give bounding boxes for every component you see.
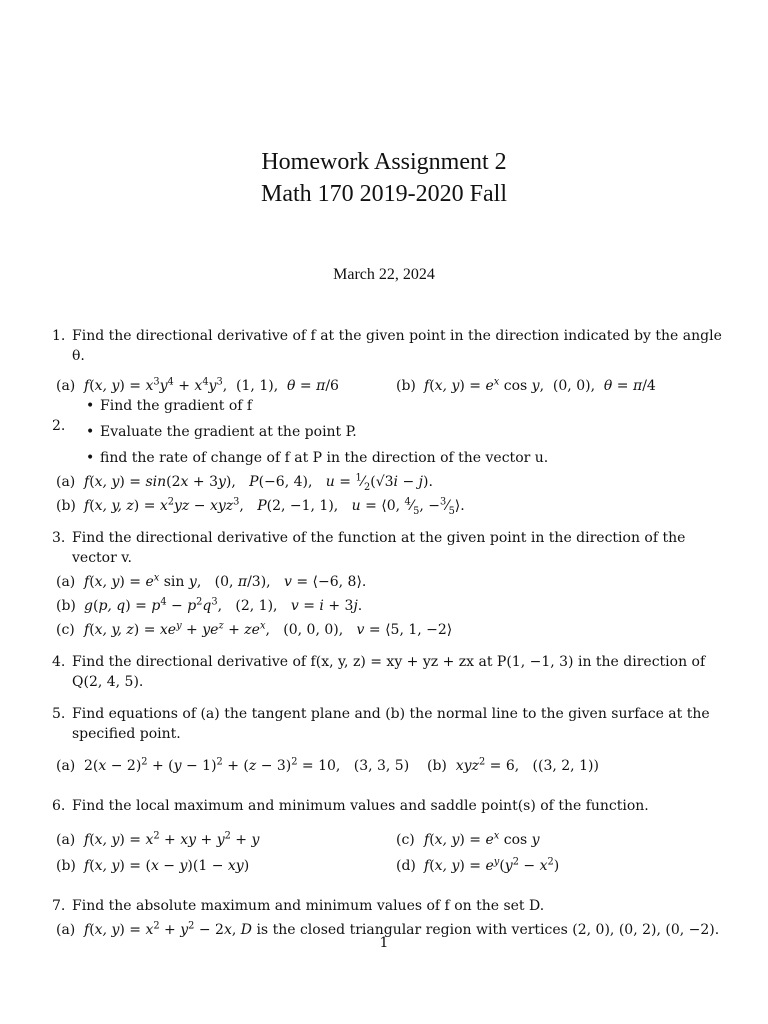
bullet-text: find the rate of change of f at P in the direction of the vector u.	[100, 450, 549, 466]
part-label: (b)	[56, 498, 76, 514]
part-label: (a)	[56, 832, 76, 848]
problem-6-row-2	[52, 856, 732, 876]
title-line-2: Math 170 2019-2020 Fall	[261, 181, 507, 207]
problem-number: 3.	[52, 530, 66, 546]
problem-1	[52, 326, 732, 366]
problem-text: Find the local maximum and minimum values and saddle point(s) of the function.	[72, 798, 649, 814]
part-label: (b)	[56, 858, 76, 874]
bullet-icon: •	[86, 424, 95, 440]
problem-list	[52, 320, 732, 940]
problem-2a: (a) f(x, y) = sin(2x + 3y), P(−6, 4), $u = ^1⁄_2(√3i - j)$.	[56, 472, 433, 493]
problem-5	[52, 704, 732, 744]
problem-3b: (b) g(p, $q) = p^4 - p^2q^3$, (2, 1), v = i + 3j.	[56, 596, 363, 614]
part-label: (a)	[56, 574, 76, 590]
problem-3a: (a) f(x, $y) = e^x$ sin y, (0, π/3), v = ⟨−6, 8⟩.	[56, 572, 367, 590]
problem-text: Find the directional derivative of f at the given point in the direction indicated by the angle θ.	[72, 328, 722, 364]
part-label: (a)	[56, 758, 76, 774]
problem-text: Find the directional derivative of f(x, y, z) = xy + yz + zx at P(1, −1, 3) in the direction of Q(2, 4, 5).	[72, 654, 706, 690]
problem-text: Find equations of (a) the tangent plane and (b) the normal line to the given surface at the specified point.	[72, 706, 710, 742]
problem-number: 6.	[52, 798, 66, 814]
bullet-text: Find the gradient of f	[100, 398, 253, 414]
date: March 22, 2024	[333, 266, 435, 283]
problem-text: Find the directional derivative of the function at the given point in the direction of the vector v.	[72, 530, 686, 566]
part-label: (c)	[56, 622, 75, 638]
problem-3	[52, 528, 732, 568]
part-label: (b)	[56, 598, 76, 614]
part-label: (b)	[396, 378, 416, 394]
problem-6a: (a) f(x, $y) = x^2$ + xy + $y^2 + y$	[56, 830, 260, 848]
problem-number: 5.	[52, 706, 66, 722]
problem-4	[52, 652, 732, 692]
problem-3c: (c) f(x, y, $z) = xe^y + ye^z + ze^x$, (0, 0, 0), v = ⟨5, 1, −2⟩	[56, 620, 453, 638]
bullet-icon: •	[86, 450, 95, 466]
title-block	[0, 146, 768, 210]
problem-6d: (d) f(x, $y) = e^y(y^2 - x^2)$	[396, 856, 560, 874]
problem-2-bullet-3	[52, 448, 732, 468]
problem-7a: (a) f(x, $y) = x^2 + y^2 - 2x$, D is the closed triangular region with vertices (2, 0), (0, 2), (0, −2).	[56, 920, 720, 938]
title-line-1: Homework Assignment 2	[261, 149, 507, 175]
problem-1-parts	[52, 376, 732, 396]
part-label: (c)	[396, 832, 415, 848]
problem-6	[52, 796, 732, 816]
problem-1b: (b) f(x, $y) = e^x$ cos y, (0, 0), θ = π/4	[396, 376, 656, 394]
problem-6-row-1	[52, 830, 732, 850]
problem-5-parts: (a) $2(x - 2)^2 + (y - 1)^2 + (z - 3)^2 = 10$, (3, 3, 5) (b) xyz$^2$ = 6, ((3, 2, 1))	[56, 756, 599, 774]
math-expression: f	[84, 378, 90, 394]
part-label: (a)	[56, 474, 76, 490]
problem-text: Find the absolute maximum and minimum values of f on the set D.	[72, 898, 545, 914]
bullet-text: Evaluate the gradient at the point P.	[100, 424, 357, 440]
bullet-icon: •	[86, 398, 95, 414]
problem-2b: (b) f(x, y, $z) = x^2yz - xyz^3$, P(2, −1, 1), u = ⟨0, $^4⁄_5$, $-^3⁄_5⟩$.	[56, 496, 465, 517]
problem-number: 2.	[52, 418, 66, 434]
problem-6c: (c) f(x, $y) = e^x$ cos y	[396, 830, 540, 848]
problem-1a: (a) f(x, $y) = x^3y^4 + x^4y^3$, (1, 1), θ = π/6	[56, 376, 339, 394]
problem-6b: (b) f(x, y) = (x − y)(1 − xy)	[56, 858, 250, 874]
part-label: (d)	[396, 858, 416, 874]
problem-number: 4.	[52, 654, 66, 670]
problem-number: 1.	[52, 328, 66, 344]
part-label: (a)	[56, 922, 76, 938]
problem-2-bullet-2	[52, 422, 732, 442]
part-label: (a)	[56, 378, 76, 394]
problem-number: 7.	[52, 898, 66, 914]
problem-7	[52, 896, 732, 916]
page-number: 1	[379, 935, 389, 951]
problem-2-bullet-1	[52, 396, 732, 416]
part-label: (b)	[426, 758, 447, 774]
